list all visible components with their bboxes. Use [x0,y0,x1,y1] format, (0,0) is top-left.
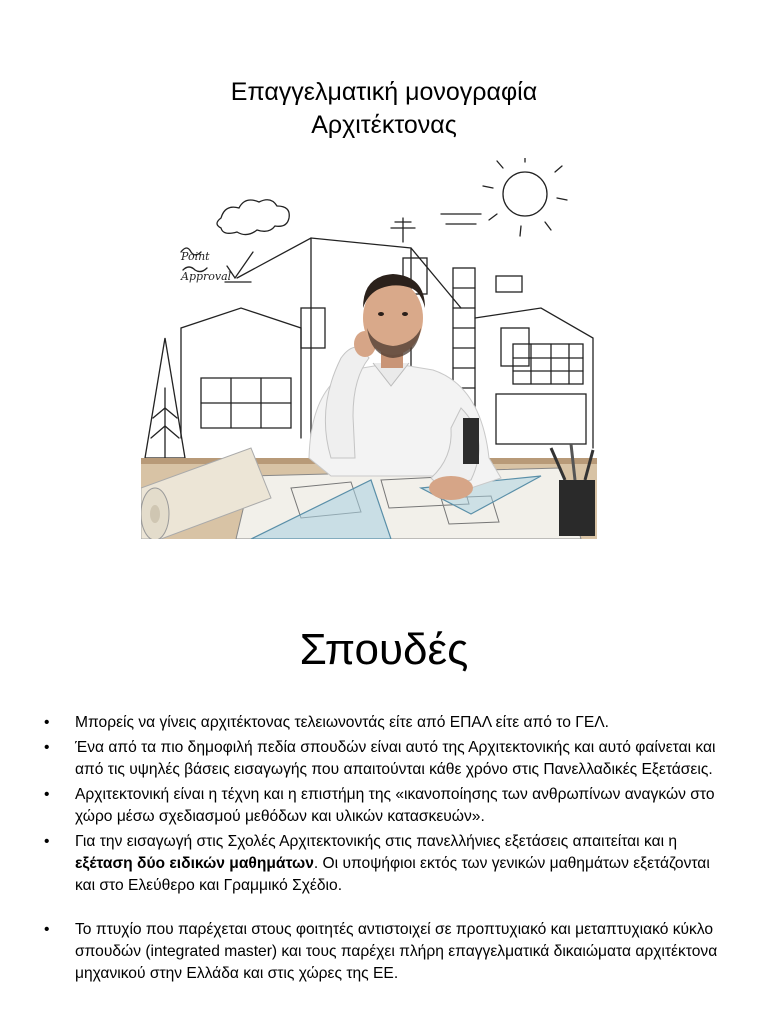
list-item [44,919,734,985]
list-item [44,784,734,828]
bullet-icon: • [44,714,50,731]
section-title: Σπουδές [299,625,469,674]
bullet-text-end: . Οι υποψήφιοι εκτός των γενικών μαθημάτων εξετάζονται και στο Ελεύθερο και Γραμμικό Σχέδιο. [75,855,710,894]
bullet-icon: • [44,833,50,850]
bullet-list [44,712,734,988]
bullet-text: Αρχιτεκτονική είναι η τέχνη και η επιστήμη της «ικανοποίησης των ανθρωπίνων αναγκών στο χώρο μέσω σχεδιασμού μεθόδων και υλικών κατασκευών». [75,786,715,825]
sketch-text-point: Point [181,250,210,263]
bullet-icon: • [44,739,50,756]
bullet-text: Μπορείς να γίνεις αρχιτέκτονας τελειωνοντάς είτε από ΕΠΑΛ είτε από το ΓΕΛ. [75,714,609,731]
list-item [44,712,734,734]
slide-title-line-1: Επαγγελματική μονογραφία [230,78,538,106]
bullet-icon: • [44,921,50,938]
bullet-text: Το πτυχίο που παρέχεται στους φοιτητές αντιστοιχεί σε προπτυχιακό και μεταπτυχιακό κύκλο σπουδών (integrated master) και τους παρέχει πλήρη επαγγελματικά δικαιώματα αρχιτέκτονα μηχανικού στην Ελλάδα και στις χώρες της ΕΕ. [75,921,718,982]
bullet-text: Ένα από τα πιο δημοφιλή πεδία σπουδών είναι αυτό της Αρχιτεκτονικής και αυτό φαίνεται και από τις υψηλές βάσεις εισαγωγής που απαιτούνται κάθε χρόνο στις Πανελλαδικές Εξετάσεις. [75,739,716,778]
bullet-text-start: Για την εισαγωγή στις Σχολές Αρχιτεκτονικής στις πανελλήνιες εξετάσεις απαιτείται και η [75,833,678,850]
sketch-text-approval: Approval [181,270,232,283]
slide-title [0,76,768,142]
list-item [44,831,734,897]
bullet-text-bold: εξέταση δύο ειδικών μαθημάτων [75,855,314,872]
architect-illustration [141,158,597,539]
bullet-icon: • [44,786,50,803]
slide-title-line-2: Αρχιτέκτονας [311,111,457,139]
list-item [44,737,734,781]
